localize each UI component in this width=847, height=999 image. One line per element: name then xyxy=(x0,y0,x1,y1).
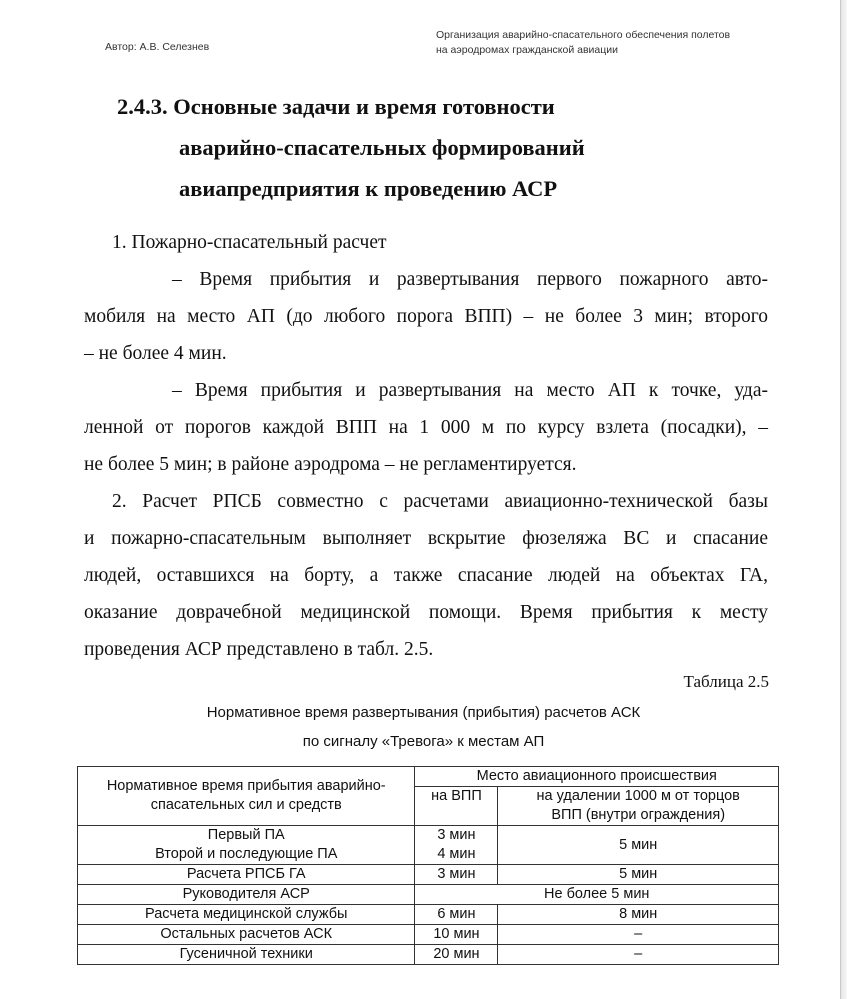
table-row xyxy=(78,905,779,925)
table-cell: – xyxy=(498,945,779,965)
table-cell xyxy=(78,826,415,865)
norm-time-table xyxy=(77,766,779,965)
header-title xyxy=(436,28,730,58)
table-label: Таблица 2.5 xyxy=(683,672,769,691)
paragraph-line: – не более 4 мин. xyxy=(84,343,227,364)
paragraph-line: проведения АСР представлено в табл. 2.5. xyxy=(84,639,434,660)
table-cell: 10 мин xyxy=(415,925,498,945)
header-text: ВПП (внутри ограждения) xyxy=(551,807,726,823)
paragraph-line: мобиля на место АП (до любого порога ВПП) – не более 3 мин; второго xyxy=(84,306,768,327)
header-text: на удалении 1000 м от торцов xyxy=(536,788,740,804)
table-header-cell: Место авиационного происшествия xyxy=(415,767,779,787)
header-text: Нормативное время прибытия аварийно- xyxy=(106,778,386,794)
table-row xyxy=(78,885,779,905)
table-cell: Гусеничной техники xyxy=(78,945,415,965)
cell-text: 4 мин xyxy=(437,846,476,862)
table-row xyxy=(78,945,779,965)
paragraph-line: 2. Расчет РПСБ совместно с расчетами авиационно-технической базы xyxy=(112,491,768,512)
page-edge xyxy=(840,0,847,999)
table-cell: Расчета РПСБ ГА xyxy=(78,865,415,885)
section-heading xyxy=(117,86,585,209)
header-title-line2: на аэродромах гражданской авиации xyxy=(436,44,618,56)
cell-text: Второй и последующие ПА xyxy=(155,846,338,862)
table-caption-line2: по сигналу «Тревога» к местам АП xyxy=(302,733,545,750)
table-cell: 5 мин xyxy=(498,826,779,865)
paragraph-line: людей, оставшихся на борту, а также спасание людей на объектах ГА, xyxy=(84,565,768,586)
header-title-line1: Организация аварийно-спасательного обеспечения полетов xyxy=(436,29,731,41)
heading-line1: 2.4.3. Основные задачи и время готовности xyxy=(117,94,555,119)
table-cell: Руководителя АСР xyxy=(78,885,415,905)
header-author: Автор: А.В. Селезнев xyxy=(105,41,210,53)
header-text: спасательных сил и средств xyxy=(150,797,342,813)
table-header-cell xyxy=(498,787,779,826)
paragraph-line: оказание доврачебной медицинской помощи. Время прибытия к месту xyxy=(84,602,768,623)
table-cell: 3 мин xyxy=(415,865,498,885)
table-caption-line1: Нормативное время развертывания (прибытия) расчетов АСК xyxy=(206,704,641,721)
table-cell xyxy=(415,826,498,865)
heading-line3: авиапредприятия к проведению АСР xyxy=(179,176,558,201)
table-cell: Остальных расчетов АСК xyxy=(78,925,415,945)
table-cell: 5 мин xyxy=(498,865,779,885)
paragraph-line: 1. Пожарно-спасательный расчет xyxy=(112,232,387,253)
paragraph-line: и пожарно-спасательным выполняет вскрытие фюзеляжа ВС и спасание xyxy=(84,528,768,549)
table-cell: 8 мин xyxy=(498,905,779,925)
table-cell: 6 мин xyxy=(415,905,498,925)
table-cell: Не более 5 мин xyxy=(415,885,779,905)
table-header-cell xyxy=(78,767,415,826)
paragraph-line: не более 5 мин; в районе аэродрома – не регламентируется. xyxy=(84,454,577,475)
table-row xyxy=(78,865,779,885)
cell-text: 3 мин xyxy=(437,827,476,843)
heading-line2: аварийно-спасательных формирований xyxy=(179,135,585,160)
table-cell: – xyxy=(498,925,779,945)
cell-text: Первый ПА xyxy=(207,827,285,843)
paragraph-line: ленной от порогов каждой ВПП на 1 000 м по курсу взлета (посадки), – xyxy=(84,417,768,438)
table-cell: 20 мин xyxy=(415,945,498,965)
table-row xyxy=(78,925,779,945)
table-header-cell: на ВПП xyxy=(415,787,498,826)
table-row xyxy=(78,826,779,865)
paragraph-line: – Время прибытия и развертывания на место АП к точке, уда- xyxy=(172,380,768,401)
paragraph-line: – Время прибытия и развертывания первого пожарного авто- xyxy=(172,269,768,290)
table-cell: Расчета медицинской службы xyxy=(78,905,415,925)
